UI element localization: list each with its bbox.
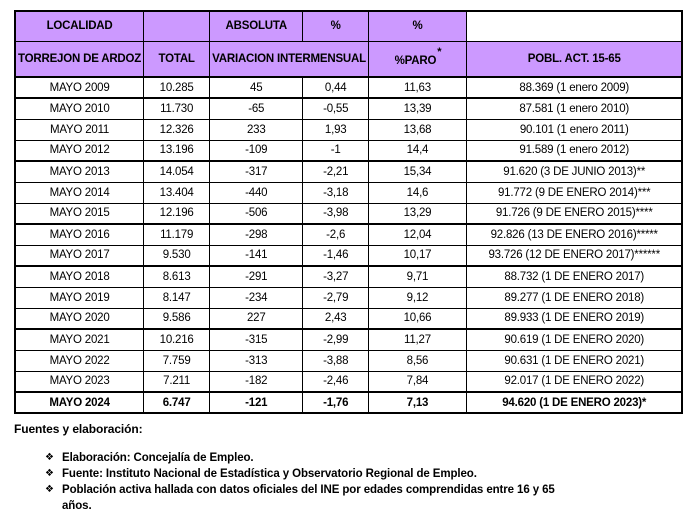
cell-period: MAYO 2019 (15, 287, 144, 308)
cell-total: 13.404 (144, 182, 210, 203)
cell-period: MAYO 2023 (15, 371, 144, 392)
cell-paro-pct: 13,39 (368, 98, 466, 119)
cell-variacion-absoluta: -182 (210, 371, 303, 392)
header-row-2 (15, 41, 682, 77)
cell-variacion-pct: -1 (303, 140, 369, 161)
cell-variacion-pct: -1,46 (303, 245, 369, 266)
list-item (45, 450, 567, 466)
table-row (15, 161, 682, 182)
cell-variacion-pct: -2,46 (303, 371, 369, 392)
source-fuente: Fuente: Instituto Nacional de Estadística y Observatorio Regional de Empleo. (62, 468, 477, 480)
header-paro-label: %PARO (394, 55, 437, 68)
cell-period: MAYO 2024 (15, 392, 144, 413)
cell-variacion-pct: -2,21 (303, 161, 369, 182)
cell-period: MAYO 2013 (15, 161, 144, 182)
cell-paro-pct: 9,71 (368, 266, 466, 287)
cell-period: MAYO 2020 (15, 308, 144, 329)
cell-poblacion: 92.826 (13 DE ENERO 2016)***** (466, 224, 682, 245)
cell-variacion-absoluta: -317 (210, 161, 303, 182)
cell-variacion-pct: -3,88 (303, 350, 369, 371)
header-variacion-label: VARIACION INTERMENSUAL (212, 52, 366, 65)
cell-paro-pct: 10,17 (368, 245, 466, 266)
cell-variacion-pct: -2,79 (303, 287, 369, 308)
table-row (15, 308, 682, 329)
cell-variacion-pct: -2,6 (303, 224, 369, 245)
cell-paro-pct: 7,13 (368, 392, 466, 413)
cell-total: 8.147 (144, 287, 210, 308)
diamond-bullet-icon: ❖ (45, 452, 54, 463)
table-row (15, 140, 682, 161)
header-municipio: TORREJON DE ARDOZ (15, 41, 144, 77)
source-poblacion-activa: Población activa hallada con datos oficiales del INE por edades comprendidas entre 16 y 65 años. (62, 484, 555, 512)
cell-period: MAYO 2018 (15, 266, 144, 287)
header-total: TOTAL (144, 41, 210, 77)
cell-paro-pct: 7,84 (368, 371, 466, 392)
cell-period: MAYO 2017 (15, 245, 144, 266)
cell-paro-pct: 14,4 (368, 140, 466, 161)
cell-variacion-absoluta: -65 (210, 98, 303, 119)
cell-poblacion: 91.772 (9 DE ENERO 2014)*** (466, 182, 682, 203)
cell-poblacion: 91.589 (1 enero 2012) (466, 140, 682, 161)
table-row (15, 98, 682, 119)
cell-poblacion: 89.933 (1 DE ENERO 2019) (466, 308, 682, 329)
table-row (15, 77, 682, 98)
diamond-bullet-icon: ❖ (45, 484, 54, 495)
header-pct-1: % (303, 11, 369, 41)
cell-total: 8.613 (144, 266, 210, 287)
header-poblacion-activa: POBL. ACT. 15-65 (466, 41, 682, 77)
sources-list (45, 450, 567, 514)
cell-variacion-pct: -3,18 (303, 182, 369, 203)
cell-poblacion: 91.620 (3 DE JUNIO 2013)** (466, 161, 682, 182)
cell-poblacion: 92.017 (1 DE ENERO 2022) (466, 371, 682, 392)
table-header (15, 11, 682, 77)
cell-variacion-absoluta: -121 (210, 392, 303, 413)
cell-total: 12.196 (144, 203, 210, 224)
cell-variacion-pct: 1,93 (303, 119, 369, 140)
cell-total: 12.326 (144, 119, 210, 140)
cell-period: MAYO 2021 (15, 329, 144, 350)
cell-poblacion: 88.369 (1 enero 2009) (466, 77, 682, 98)
cell-variacion-pct: -2,99 (303, 329, 369, 350)
cell-period: MAYO 2011 (15, 119, 144, 140)
cell-variacion-pct: 2,43 (303, 308, 369, 329)
cell-poblacion: 90.101 (1 enero 2011) (466, 119, 682, 140)
cell-poblacion: 91.726 (9 DE ENERO 2015)**** (466, 203, 682, 224)
unemployment-table (14, 10, 683, 414)
header-empty-total (144, 11, 210, 41)
header-row-1 (15, 11, 682, 41)
cell-variacion-pct: -1,76 (303, 392, 369, 413)
cell-paro-pct: 10,66 (368, 308, 466, 329)
cell-total: 11.179 (144, 224, 210, 245)
cell-poblacion: 93.726 (12 DE ENERO 2017)****** (466, 245, 682, 266)
cell-total: 10.216 (144, 329, 210, 350)
cell-variacion-absoluta: -234 (210, 287, 303, 308)
cell-variacion-absoluta: -298 (210, 224, 303, 245)
cell-total: 14.054 (144, 161, 210, 182)
cell-total: 11.730 (144, 98, 210, 119)
table-row (15, 224, 682, 245)
cell-poblacion: 90.631 (1 DE ENERO 2021) (466, 350, 682, 371)
cell-poblacion: 89.277 (1 DE ENERO 2018) (466, 287, 682, 308)
cell-paro-pct: 9,12 (368, 287, 466, 308)
cell-variacion-absoluta: -440 (210, 182, 303, 203)
cell-variacion-absoluta: 227 (210, 308, 303, 329)
cell-variacion-absoluta: 45 (210, 77, 303, 98)
header-absoluta: ABSOLUTA (210, 11, 303, 41)
cell-poblacion: 94.620 (1 DE ENERO 2023)* (466, 392, 682, 413)
cell-period: MAYO 2015 (15, 203, 144, 224)
cell-paro-pct: 8,56 (368, 350, 466, 371)
table-row (15, 287, 682, 308)
cell-paro-pct: 13,68 (368, 119, 466, 140)
cell-total: 9.586 (144, 308, 210, 329)
cell-total: 6.747 (144, 392, 210, 413)
table-row (15, 266, 682, 287)
cell-variacion-absoluta: -313 (210, 350, 303, 371)
paro-superscript: * (437, 46, 442, 59)
cell-period: MAYO 2016 (15, 224, 144, 245)
header-pct-2: % (368, 11, 466, 41)
cell-poblacion: 88.732 (1 DE ENERO 2017) (466, 266, 682, 287)
table-row (15, 350, 682, 371)
list-item (45, 466, 567, 482)
cell-paro-pct: 11,27 (368, 329, 466, 350)
cell-variacion-absoluta: -506 (210, 203, 303, 224)
cell-variacion-absoluta: -109 (210, 140, 303, 161)
table-body (15, 77, 682, 413)
cell-total: 9.530 (144, 245, 210, 266)
header-empty-poblacion (466, 11, 682, 41)
cell-period: MAYO 2009 (15, 77, 144, 98)
table-row-current (15, 392, 682, 413)
diamond-bullet-icon: ❖ (45, 468, 54, 479)
header-variacion-intermensual (210, 41, 369, 77)
cell-variacion-pct: -3,98 (303, 203, 369, 224)
table-row (15, 182, 682, 203)
table-row (15, 119, 682, 140)
table-row (15, 245, 682, 266)
cell-variacion-pct: -0,55 (303, 98, 369, 119)
cell-poblacion: 87.581 (1 enero 2010) (466, 98, 682, 119)
cell-variacion-absoluta: -315 (210, 329, 303, 350)
cell-total: 7.759 (144, 350, 210, 371)
list-item (45, 482, 567, 514)
table-row (15, 371, 682, 392)
cell-paro-pct: 14,6 (368, 182, 466, 203)
cell-period: MAYO 2022 (15, 350, 144, 371)
cell-total: 7.211 (144, 371, 210, 392)
header-paro (368, 41, 466, 77)
cell-paro-pct: 12,04 (368, 224, 466, 245)
cell-variacion-absoluta: -291 (210, 266, 303, 287)
table-row (15, 329, 682, 350)
source-elaboracion: Elaboración: Concejalía de Empleo. (62, 452, 254, 464)
header-localidad: LOCALIDAD (15, 11, 144, 41)
cell-paro-pct: 13,29 (368, 203, 466, 224)
cell-poblacion: 90.619 (1 DE ENERO 2020) (466, 329, 682, 350)
cell-period: MAYO 2010 (15, 98, 144, 119)
sources-heading: Fuentes y elaboración: (14, 422, 143, 436)
cell-variacion-absoluta: 233 (210, 119, 303, 140)
cell-period: MAYO 2012 (15, 140, 144, 161)
cell-total: 13.196 (144, 140, 210, 161)
cell-variacion-pct: -3,27 (303, 266, 369, 287)
cell-paro-pct: 15,34 (368, 161, 466, 182)
cell-variacion-pct: 0,44 (303, 77, 369, 98)
cell-paro-pct: 11,63 (368, 77, 466, 98)
table-row (15, 203, 682, 224)
cell-total: 10.285 (144, 77, 210, 98)
cell-period: MAYO 2014 (15, 182, 144, 203)
cell-variacion-absoluta: -141 (210, 245, 303, 266)
